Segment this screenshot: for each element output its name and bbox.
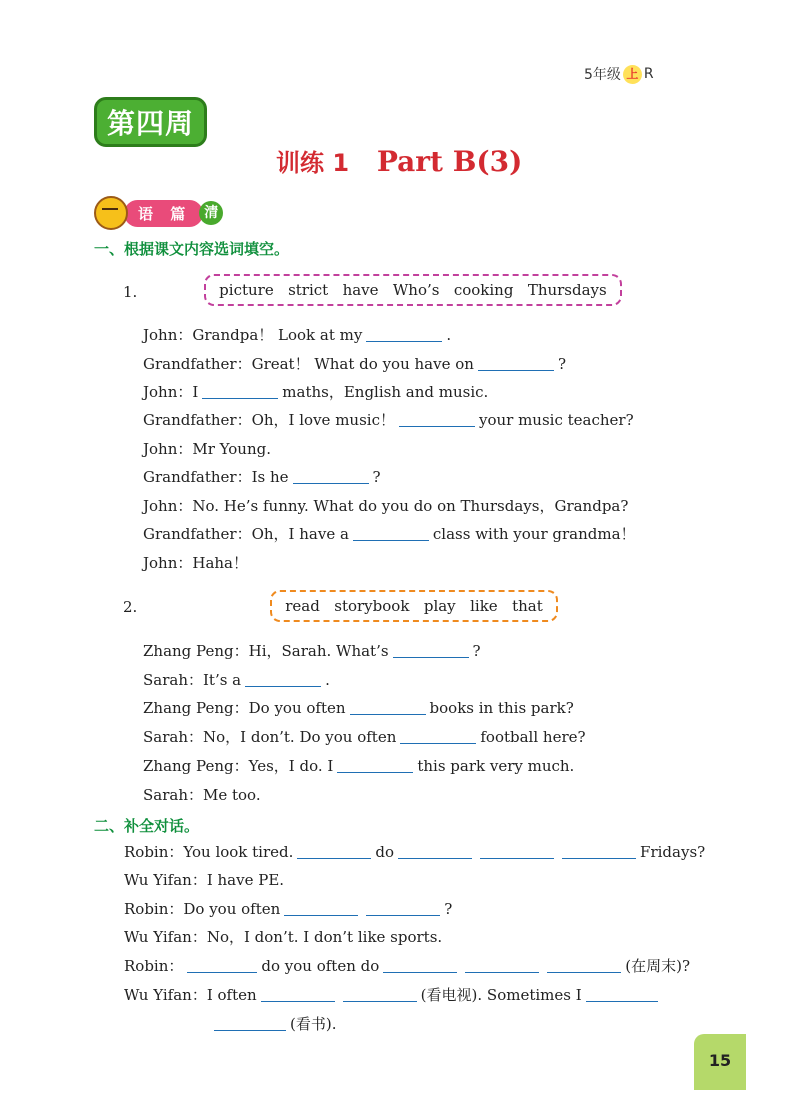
dialogue-line: John：Mr Young.: [143, 440, 271, 458]
section2-heading: 二、补全对话。: [94, 817, 200, 835]
answer-blank[interactable]: [547, 956, 621, 973]
section-badge-end: 清: [199, 201, 223, 225]
bee-icon: [94, 196, 128, 230]
answer-blank[interactable]: [366, 899, 440, 916]
answer-blank[interactable]: [202, 382, 278, 399]
answer-blank[interactable]: [214, 1014, 286, 1031]
section-badge: [94, 196, 223, 230]
answer-blank[interactable]: [398, 842, 472, 859]
word: picture: [219, 281, 274, 299]
answer-blank[interactable]: [562, 842, 636, 859]
dialogue-line: Sarah：No，I don’t. Do you often football here?: [143, 728, 586, 746]
word: that: [512, 597, 543, 615]
answer-blank[interactable]: [480, 842, 554, 859]
word: have: [342, 281, 379, 299]
answer-blank[interactable]: [245, 670, 321, 687]
q2-word-box: [270, 590, 558, 622]
dialogue-line: Wu Yifan：I have PE.: [124, 871, 285, 889]
answer-blank[interactable]: [297, 842, 371, 859]
answer-blank[interactable]: [284, 899, 358, 916]
section1-heading: 一、根据课文内容选词填空。: [94, 240, 290, 258]
q1-number: 1.: [123, 283, 138, 301]
answer-blank[interactable]: [478, 354, 554, 371]
dialogue-line: John：Grandpa！ Look at my .: [143, 326, 452, 344]
answer-blank[interactable]: [399, 410, 475, 427]
answer-blank[interactable]: [187, 956, 257, 973]
answer-blank[interactable]: [337, 756, 413, 773]
dialogue-line: Zhang Peng：Hi，Sarah. What’s ?: [143, 642, 481, 660]
grade-prefix: 5年级: [584, 67, 621, 83]
dialogue-line: Zhang Peng：Yes，I do. I this park very much.: [143, 757, 575, 775]
word: read: [285, 597, 320, 615]
answer-blank[interactable]: [400, 727, 476, 744]
grade-badge: 上: [623, 65, 642, 84]
dialogue-line: Grandfather：Is he ?: [143, 468, 381, 486]
word: play: [423, 597, 456, 615]
word: cooking: [453, 281, 514, 299]
dialogue-line: Grandfather：Great！ What do you have on ?: [143, 355, 566, 373]
week-badge: 第四周: [94, 97, 207, 147]
dialogue-line: Wu Yifan：No，I don’t. I don’t like sports.: [124, 928, 443, 946]
answer-blank[interactable]: [366, 325, 442, 342]
answer-blank[interactable]: [350, 698, 426, 715]
dialogue-line: Robin：You look tired. do Fridays?: [124, 843, 706, 861]
dialogue-line: Robin： do you often do (在周末)?: [124, 957, 691, 975]
word: Who’s: [392, 281, 440, 299]
word: like: [470, 597, 498, 615]
answer-blank[interactable]: [353, 524, 429, 541]
answer-blank[interactable]: [293, 467, 369, 484]
dialogue-line: Zhang Peng：Do you often books in this park?: [143, 699, 574, 717]
dialogue-line: (看书).: [210, 1014, 336, 1034]
dialogue-line: John：No. He’s funny. What do you do on Thursdays，Grandpa?: [143, 497, 629, 515]
word: Thursdays: [527, 281, 607, 299]
title-cn: 训练 1: [276, 149, 350, 177]
dialogue-line: Grandfather：Oh，I love music！ your music teacher?: [143, 411, 634, 429]
answer-blank[interactable]: [586, 985, 658, 1002]
answer-blank[interactable]: [261, 985, 335, 1002]
grade-label: [584, 64, 654, 84]
dialogue-line: Sarah：It’s a .: [143, 671, 330, 689]
dialogue-line: Wu Yifan：I often (看电视). Sometimes I: [124, 985, 662, 1005]
section-badge-text: 语 篇: [124, 200, 203, 227]
answer-blank[interactable]: [465, 956, 539, 973]
title-en: Part B(3): [376, 145, 523, 178]
q1-word-box: [204, 274, 622, 306]
dialogue-line: John：I maths，English and music.: [143, 383, 489, 401]
page-number: 15: [694, 1034, 746, 1090]
answer-blank[interactable]: [343, 985, 417, 1002]
dialogue-line: Grandfather：Oh，I have a class with your grandma！: [143, 525, 636, 543]
word: storybook: [334, 597, 410, 615]
answer-blank[interactable]: [393, 641, 469, 658]
grade-suffix: R: [643, 66, 654, 82]
q2-number: 2.: [123, 598, 138, 616]
page-title: [276, 143, 522, 178]
answer-blank[interactable]: [383, 956, 457, 973]
dialogue-line: Robin：Do you often ?: [124, 900, 453, 918]
dialogue-line: Sarah：Me too.: [143, 786, 261, 804]
word: strict: [288, 281, 329, 299]
dialogue-line: John：Haha！: [143, 554, 248, 572]
